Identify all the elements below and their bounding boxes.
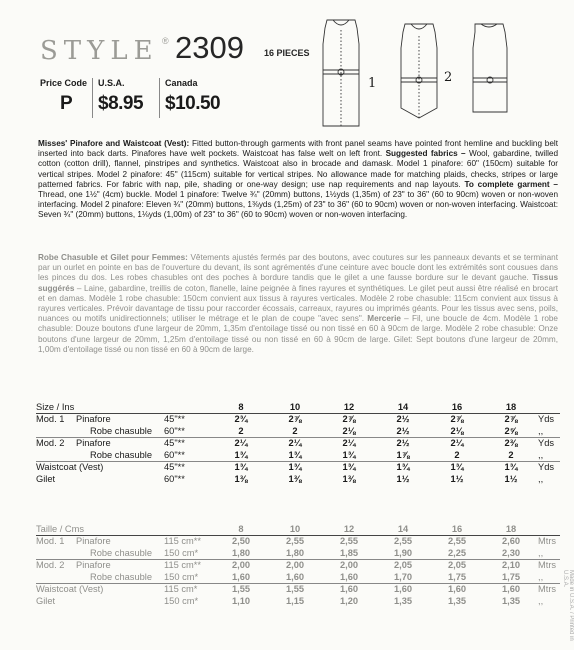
yardage-value: 2½ [396,438,410,449]
yardage-value: 2,55 [447,536,467,547]
group-label: Gilet [36,595,56,606]
heading: Robe Chasuble et Gilet pour Femmes: [38,253,188,262]
pieces-count: 16 PIECES [264,48,310,58]
yardage-value: 2,55 [339,536,359,547]
fabric-width: 45"** [164,462,185,473]
text: Wool, gabardine, twilled cotton (cotton drill), flannel, pinstripes and synthetics. Waistcoat also in brocade and damask. Model 1 pinafore: 60" (150cm) suitable for vertical stripes. Model 2 pinafore: 45" (115cm) suitable for vertical stripes. No allowance made for matching plaids, checks, stripes or large patterned fabrics. For fabric with nap, pile, shading or one-way design; use nap requirements and nap layouts. [38,149,558,189]
group-label: Gilet [36,473,56,484]
size-header: 10 [268,401,322,413]
price-code: P [60,93,73,114]
size-label: Size / Ins [36,401,214,413]
text: – Fil, une boucle de 4cm. Modèle 1 robe chasuble: Douze boutons d'une largeur de 20mm, 1,35m d'entoilage tissé ou non tissé en 60 à 90cm de large. Modèle 2 robe chasuble: Onze boutons d'une largeur de 20mm, 1,25m d'entoilage tissé ou non tissé en 60 à 90cm de large. Gilet: Sept boutons d'une largeur de 20mm, 1,00m d'entoilage tissé ou non tissé en 60 à 90cm de large. [38,314,558,354]
yardage-value: 1,20 [339,595,359,606]
yardage-value: 1,35 [393,595,413,606]
yardage-value: 2,10 [501,560,521,571]
brand-wordmark: STYLE [40,36,159,66]
unit-label: ,, [538,449,560,461]
imperial-yardage-table [36,401,560,485]
unit-label: ,, [538,571,560,583]
item-label: Pinafore [76,438,111,449]
table-row [36,473,560,485]
yardage-value: 1½ [450,473,464,484]
group-label: Mod. 2 [36,438,65,449]
fabric-width: 150 cm* [164,571,214,583]
fabric-width: 60"** [164,449,214,461]
yardage-value: 1,60 [339,584,359,595]
yardage-value: 1,70 [376,571,430,583]
yardage-value: 1½ [396,473,410,484]
yardage-value: 2 [268,425,322,437]
yardage-value: 2⅜ [504,438,518,449]
yardage-value: 1½ [504,473,518,484]
style-number: 2309 [175,30,244,65]
yardage-value: 1,60 [214,571,268,583]
heading: Mercerie [367,314,401,324]
yardage-value: 2⅞ [504,414,518,425]
fabric-width: 150 cm* [164,547,214,559]
yardage-value: 2¼ [234,438,248,449]
heading: Misses' Pinafore and Waistcoat (Vest): [38,139,190,148]
yardage-value: 2,60 [501,536,521,547]
size-header: 8 [214,523,268,535]
yardage-value: 2 [484,449,538,461]
yardage-value: 2,00 [339,560,359,571]
size-header: 14 [376,401,430,413]
yardage-value: 1¾ [342,462,356,473]
text: Fitted button-through garments with front panel seams have pointed front hemline and buckling belt inserted into back darts. Pinafores have welt pockets. Waistcoat has false welt on left front. [38,139,558,159]
french-description [38,253,558,355]
yardage-value: 1⅜ [234,473,248,484]
yardage-value: 2,00 [285,560,305,571]
group-label: Mod. 2 [36,560,65,571]
usa-price: $8.95 [98,93,144,114]
table-row [36,437,560,449]
heading: To complete garment – [464,179,558,189]
fabric-width: 45"** [164,438,185,449]
fabric-width: 115 cm** [164,536,202,547]
yardage-value: 1⅜ [342,473,356,484]
yardage-value: 1,35 [447,595,467,606]
yardage-value: 1¾ [268,449,322,461]
yardage-value: 2⅛ [430,425,484,437]
english-description [38,139,558,221]
yardage-value: 2½ [396,414,410,425]
price-code-label: Price Code [40,78,88,88]
heading: Tissus suggérés [38,273,558,293]
yardage-value: 2⅞ [342,414,356,425]
usa-label: U.S.A. [98,78,125,88]
pinafore-drawing [323,20,359,126]
group-label: Waistcoat (Vest) [36,462,104,473]
table-row [36,595,560,607]
yardage-value: 1⅜ [288,473,302,484]
yardage-value: 1,60 [501,584,521,595]
unit-label: Mtrs [538,536,557,547]
group-label: Waistcoat (Vest) [36,584,104,595]
yardage-value: 1,60 [393,584,413,595]
divider [159,78,160,118]
unit-label: Mtrs [538,560,557,571]
yardage-value: 2,50 [231,536,251,547]
yardage-value: 1,15 [285,595,305,606]
fabric-width: 150 cm* [164,595,199,606]
text: Thread, one 1½" (4cm) buckle. Model 1 pinafore: Twelve ¾" (20mm) buttons, 1½yds (1,35m) of 23" to 36" (60 to 90cm) woven or non-woven interfacing. Model 2 pinafore: Eleven ¾" (20mm) buttons, 1⅜yds (1,25m) of 23" to 36" (60 to 90cm) woven or non-woven interfacing. Waistcoat: Seven ¾" (20mm) buttons, 1⅛yds (1,00m) of 23" to 36" (60 to 90cm) woven or non-woven interfacing. [38,190,558,220]
yardage-value: 1,85 [322,547,376,559]
yardage-value: 1⅞ [376,449,430,461]
unit-label: Yds [538,462,555,473]
figure-2-label: 2 [444,70,453,85]
size-header: 12 [322,523,376,535]
figure-1-label: 1 [368,76,377,91]
table-row [36,461,560,473]
size-header: 16 [430,523,484,535]
yardage-value: 1¾ [234,462,248,473]
size-header: 14 [376,523,430,535]
size-header: 12 [322,401,376,413]
yardage-value: 1,10 [231,595,251,606]
table-row [36,413,560,425]
yardage-value: 1¾ [288,462,302,473]
waistcoat-front-drawing [401,24,437,118]
yardage-value: 1,80 [214,547,268,559]
yardage-value: 2 [430,449,484,461]
heading: Suggested fabrics – [385,149,466,159]
size-header: 10 [268,523,322,535]
item-label: Robe chasuble [76,547,164,559]
yardage-value: 1,60 [322,571,376,583]
yardage-value: 1,75 [484,571,538,583]
yardage-value: 1,80 [268,547,322,559]
yardage-value: 2¼ [450,438,464,449]
size-header-row [36,523,560,535]
unit-label: Yds [538,438,555,449]
side-note: Made in U.S.A. / Printed in U.S.A. [562,570,574,641]
fabric-width: 60"** [164,473,185,484]
size-header: 8 [214,401,268,413]
table-row [36,535,560,547]
table-row [36,449,560,461]
table-row [36,583,560,595]
fabric-width: 60"** [164,425,214,437]
yardage-value: 1¾ [396,462,410,473]
yardage-value: 2,05 [393,560,413,571]
yardage-value: 2⅞ [288,414,302,425]
size-header-row [36,401,560,413]
yardage-value: 1,60 [268,571,322,583]
item-label: Robe chasuble [76,449,164,461]
table-row [36,425,560,437]
item-label: Pinafore [76,536,111,547]
yardage-value: 2¼ [342,438,356,449]
yardage-value: 2,55 [393,536,413,547]
unit-label: ,, [538,473,544,484]
item-label: Pinafore [76,414,111,425]
yardage-value: 2½ [376,425,430,437]
yardage-value: 1,60 [447,584,467,595]
yardage-value: 2,55 [285,536,305,547]
garment-line-drawings [305,16,555,136]
yardage-value: 2,05 [447,560,467,571]
table-row [36,559,560,571]
yardage-value: 1¾ [214,449,268,461]
item-label: Pinafore [76,560,111,571]
fabric-width: 115 cm** [164,560,202,571]
canada-price: $10.50 [165,93,221,114]
unit-label: Yds [538,414,555,425]
text: – Laine, gabardine, treillis de coton, flanelle, laine peignée à fines rayures et synthétiques. Le gilet peut aussi être réalisé en brocart et en damas. Modèle 1 robe chasuble: 150cm convient aux tissus à rayures verticales. Modèle 2 robe chasuble: 115cm convient aux tissus à rayures verticales. Prévoir davantage de tissu pour raccorder écossais, carreaux, rayures ou imprimés géants. Pour les tissus avec sens, poils, nuances ou motifs unidirectionnels; utiliser le métrage et le plan de coupe "avec sens". [38,283,558,324]
yardage-value: 2⅛ [322,425,376,437]
unit-label: Mtrs [538,584,557,595]
fabric-width: 45"** [164,414,185,425]
waistcoat-back-drawing [473,24,507,112]
yardage-value: 1,35 [501,595,521,606]
yardage-value: 1,90 [376,547,430,559]
yardage-value: 1,55 [285,584,305,595]
text: Vêtements ajustés fermés par des boutons, avec coutures sur les panneaux devants et se terminant par un ourlet en pointe en bas de l'ouverture du devant, ils sont agrémentés d'une ceinture avec boucle dont les extrémités sont cousues dans les pinces du dos. Les robes chasubles ont des poches à bordure tandis que le gilet a une fausse bordure sur le devant gauche. [38,253,558,283]
yardage-value: 2¾ [234,414,248,425]
size-header: 18 [484,401,538,413]
table-row [36,547,560,559]
size-header: 16 [430,401,484,413]
yardage-value: 1¾ [450,462,464,473]
yardage-value: 1¾ [504,462,518,473]
item-label: Robe chasuble [76,425,164,437]
item-label: Robe chasuble [76,571,164,583]
table-row [36,571,560,583]
yardage-value: 1,55 [231,584,251,595]
yardage-value: 2 [214,425,268,437]
yardage-value: 1¾ [322,449,376,461]
yardage-value: 2,00 [231,560,251,571]
yardage-value: 2⅝ [484,425,538,437]
unit-label: ,, [538,547,560,559]
divider [92,78,93,118]
size-label: Taille / Cms [36,523,214,535]
yardage-value: 2,25 [430,547,484,559]
metric-yardage-table [36,523,560,607]
group-label: Mod. 1 [36,536,65,547]
yardage-value: 2⅞ [450,414,464,425]
trademark-symbol: ® [162,36,169,46]
group-label: Mod. 1 [36,414,65,425]
yardage-value: 1,75 [430,571,484,583]
canada-label: Canada [165,78,198,88]
fabric-width: 115 cm* [164,584,198,595]
unit-label: ,, [538,425,560,437]
yardage-value: 2¼ [288,438,302,449]
yardage-value: 2,30 [484,547,538,559]
size-header: 18 [484,523,538,535]
unit-label: ,, [538,595,544,606]
